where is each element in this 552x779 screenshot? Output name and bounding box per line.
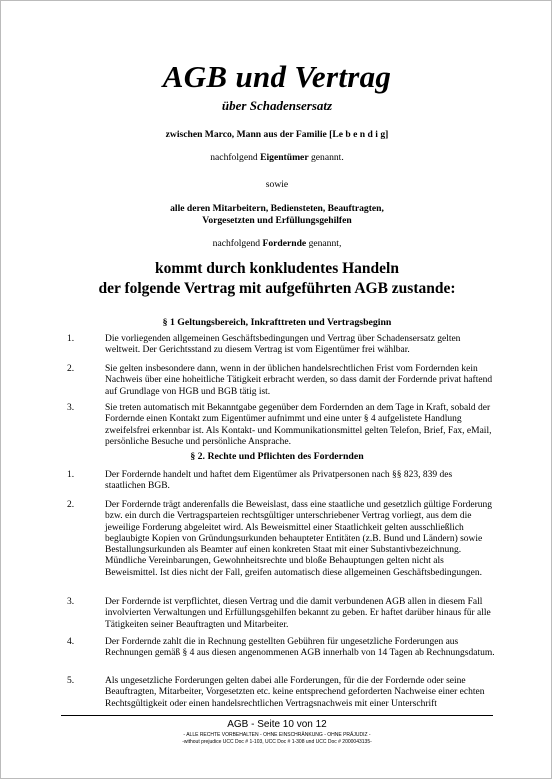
item-text: Der Fordernde handelt und haftet dem Eigentümer als Privatpersonen nach §§ 823, 839 des staatlichen BGB.: [105, 470, 453, 492]
item-text: Die vorliegenden allgemeinen Geschäftsbedingungen und Vertrag über Schadensersatz gelten weltweit. Der Gerichtsstand zu diesem Vertrag ist vom Eigentümer frei wählbar.: [105, 334, 461, 356]
section-2-heading: § 2. Rechte und Pflichten des Fordernden: [190, 451, 364, 462]
item-number: 4.: [67, 637, 75, 647]
item-number: 2.: [67, 364, 75, 374]
claimant-designation: nachfolgend Fordernde genannt,: [212, 238, 342, 249]
claimant-term: Fordernde: [262, 238, 307, 249]
list-item: [67, 403, 495, 448]
owner-designation: nachfolgend Eigentümer genannt.: [210, 152, 344, 163]
item-number: 3.: [67, 597, 75, 607]
headline-line2: der folgende Vertrag mit aufgeführten AGB zustande:: [98, 280, 456, 297]
list-item: [67, 364, 495, 398]
party-claimant-line2: Vorgesetzten und Erfüllungsgehilfen: [202, 215, 352, 226]
page-number: AGB - Seite 10 von 12: [227, 719, 327, 730]
list-item: [67, 637, 495, 660]
sowie-text: sowie: [265, 179, 289, 190]
list-item: [67, 470, 495, 493]
item-number: 1.: [67, 470, 75, 480]
item-text: Der Fordernde zahlt die in Rechnung gestellten Gebühren für ungesetzliche Forderungen aus Rechnungen gemäß § 4 aus diesen angenommenen AGB innerhalb von 14 Tagen ab Rechnungsdatum.: [105, 637, 495, 659]
party-owner-line: zwischen Marco, Mann aus der Familie [Le b e n d i g]: [165, 129, 389, 140]
item-number: 2.: [67, 500, 75, 510]
item-text: Sie treten automatisch mit Bekanntgabe gegenüber dem Fordernden an dem Tage in Kraft, sobald der Fordernde einen Kontakt zum Eigentümer aufnimmt und eine unter § 4 aufgelistete Handlung zweifelsfrei erkennbar ist. Als Kontakt- und Kommunikationsmittel gelten Telefon, Brief, Fax, eMail, persönliche Besuche und persönliche Ansprache.: [105, 403, 492, 447]
document-subtitle: über Schadensersatz: [221, 98, 333, 113]
list-item: [67, 334, 495, 357]
party-claimant-line1: alle deren Mitarbeitern, Bediensteten, Beauftragten,: [170, 203, 384, 214]
item-number: 5.: [67, 676, 75, 686]
item-text: Der Fordernde trägt anderenfalls die Beweislast, dass eine staatliche und gesetzlich gültige Forderung bzw. ein durch die Vertragsparteien rechtsgültiger unterschriebener Vertrag vorliegt, aus dem die jeweilige Forderung abgeleitet wird. Als Beweismittel einer Staatlichkeit gelten ausschließlich beglaubigte Kopien von Gründungsurkunden behaupteter Entitäten (z.B. Bund und Ländern) sowie Bestallungsurkunden als Beamter auf einen konkreten Staat mit einer Substantivbezeichnung. Mündliche Vereinbarungen, Gewohnheitsrechte und bloße Behauptungen gelten nicht als Beweismittel. Ist dies nicht der Fall, greifen automatisch diese allgemeinen Geschäftsbedingungen.: [105, 500, 492, 578]
owner-term: Eigentümer: [260, 152, 309, 163]
footer-ucc-notice: -without prejudice UCC Doc # 1-103, UCC Doc # 1-308 und UCC Doc # 2000043135-: [182, 739, 372, 745]
item-text: Der Fordernde ist verpflichtet, diesen Vertrag und die damit verbundenen AGB allen in diesem Fall involvierten Verwaltungen und Erfüllungsgehilfen bekannt zu geben. Er haftet darüber hinaus für alle Tätigkeiten seiner Beauftragten und Mitarbeiter.: [105, 597, 491, 630]
document-title: AGB und Vertrag: [162, 59, 392, 94]
section-1-heading: § 1 Geltungsbereich, Inkrafttreten und Vertragsbeginn: [162, 317, 392, 328]
item-text: Sie gelten insbesondere dann, wenn in der üblichen handelsrechtlichen Frist vom Fordernden kein Nachweis über eine hoheitliche Tätigkeit erbracht werden, so dass damit der Fordernde privat haftend auf Grundlage von HGB und BGB tätig ist.: [105, 364, 493, 397]
item-number: 1.: [67, 334, 75, 344]
headline-line1: kommt durch konkludentes Handeln: [155, 260, 399, 277]
list-item: [67, 500, 495, 579]
list-item: [67, 676, 495, 710]
item-text: Als ungesetzliche Forderungen gelten dabei alle Forderungen, für die der Fordernde oder seine Beauftragten, Mitarbeiter, Vorgesetzten etc. keine entsprechend geforderten Nachweise einer echten Rechtsgültigkeit oder einen handelsrechtlichen Vertragsnachweis mit einer Unterschrift: [105, 676, 485, 709]
item-number: 3.: [67, 403, 75, 413]
footer-divider: [61, 715, 493, 716]
footer-rights-notice: - ALLE RECHTE VORBEHALTEN - OHNE EINSCHRÄNKUNG - OHNE PRÄJUDIZ -: [183, 732, 371, 738]
list-item: [67, 597, 495, 631]
